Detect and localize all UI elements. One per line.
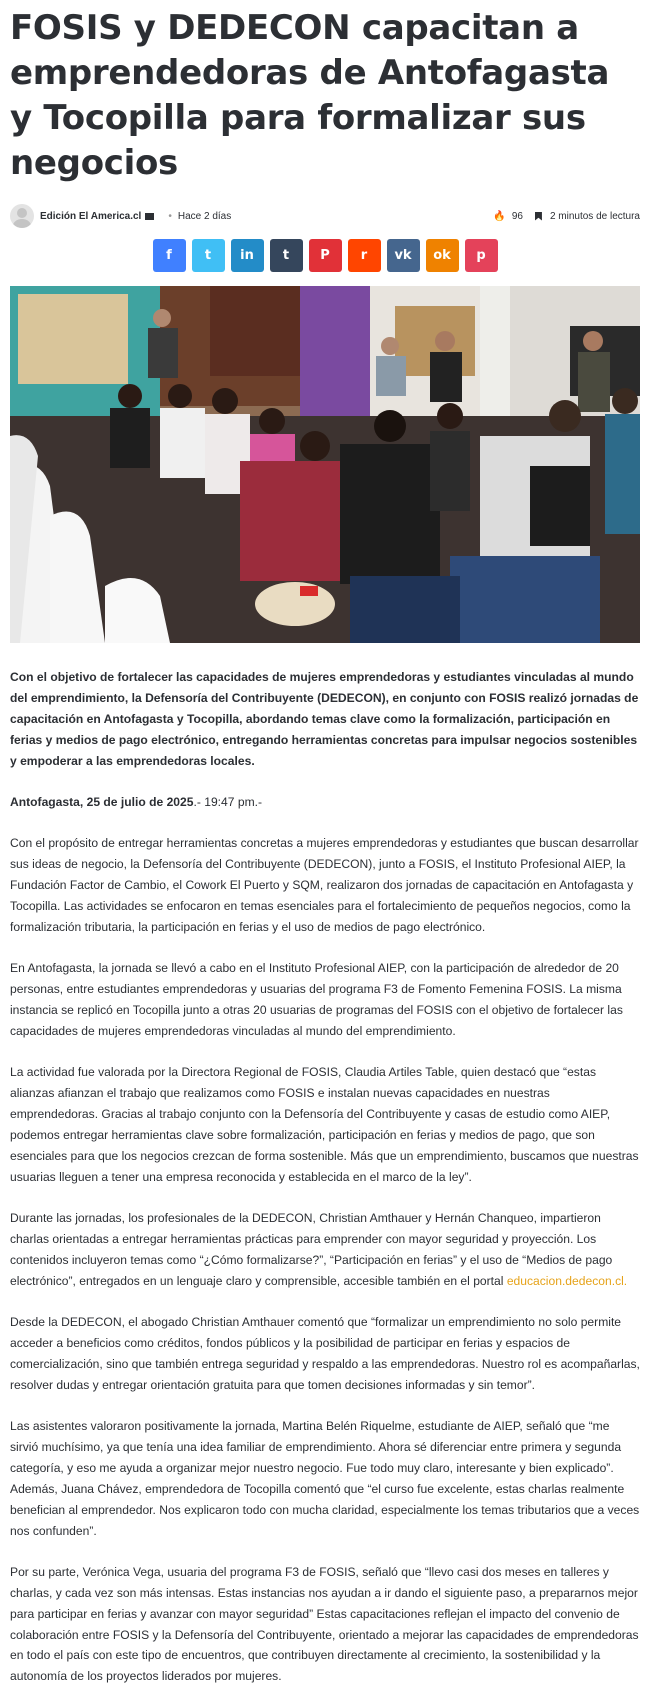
article-body [10,667,640,1687]
article-meta [10,196,640,236]
share-reddit-button[interactable] [348,239,381,272]
author-name[interactable]: Edición El America.cl [40,210,142,222]
portal-link[interactable]: educacion.dedecon.cl. [506,1273,628,1288]
share-pinterest-button[interactable] [309,239,342,272]
paragraph-7: Por su parte, Verónica Vega, usuaria del programa F3 de FOSIS, señaló que “llevo casi dos meses en talleres y charlas, y cada vez son más intensas. Estas instancias nos ayudan a ir dando el siguiente paso, a prepararnos mejor para participar en ferias y avanzar con mayor seguridad” Estas capacitaciones reflejan el impacto del convenio de colaboración entre FOSIS y la Defensoría del Contribuyente, orientado a mejorar las capacidades de emprendedoras en todo el país con este tipo de encuentros, que contribuyen directamente al crecimiento, la sostenibilidad y la autonomía de los proyectos liderados por mujeres. [10,1564,639,1684]
share-pocket-button[interactable] [465,239,498,272]
author-avatar[interactable] [10,204,34,228]
fire-icon: 🔥 [493,210,506,222]
article-photo [10,286,640,643]
pinterest-icon: P [320,248,330,263]
paragraph-3: La actividad fue valorada por la Directora Regional de FOSIS, Claudia Artiles Table, quien destacó que “estas alianzas afianzan el trabajo que realizamos como FOSIS e instalan nuevas capacidades en nuestras emprendedoras. Gracias al trabajo conjunto con la Defensoría del Contribuyente y casas de estudio como AIEP, podemos entregar herramientas clave sobre formalización, participación en ferias y medios de pago, que son esenciales para que los negocios crezcan de forma sostenible. Más que un emprendimiento, buscamos que nuestras usuarias lleguen a tener una empresa reconocida y establecida en el marco de la ley”. [10,1065,639,1184]
vk-icon: vk [394,248,412,263]
linkedin-icon: in [240,248,254,263]
reddit-icon: r [360,248,368,263]
paragraph-5: Desde la DEDECON, el abogado Christian Amthauer comentó que “formalizar un emprendimiento no solo permite acceder a beneficios como créditos, fondos públicos y la posibilidad de participar en ferias y espacios de comercialización, sino que también entrega seguridad y respaldo a las emprendedoras. Nuestro rol es acompañarlas, resolver dudas y entregar orientación gratuita para que tomen decisiones informadas y sin temor”. [10,1315,640,1392]
paragraph-6: Las asistentes valoraron positivamente la jornada, Martina Belén Riquelme, estudiante de AIEP, señaló que “me sirvió muchísimo, ya que tenía una idea familiar de emprendimiento. Ahora sé diferenciar entre primera y segunda categoría, y eso me ayuda a organizar mejor nuestro negocio. Fue todo muy claro, interesante y bien explicado”. Además, Juana Chávez, emprendedora de Tocopilla comentó que “el curso fue excelente, estas charlas realmente benefician al emprendedor. Nos explicaron todo con mucha claridad, especialmente los temas tributarios que a veces nos confunden”. [10,1419,640,1538]
email-icon[interactable] [145,213,154,220]
dateline-place-date: Antofagasta, 25 de julio de 2025 [10,794,194,809]
odnoklassniki-icon: ok [433,248,451,263]
share-linkedin-button[interactable] [231,239,264,272]
article-title: FOSIS y DEDECON capacitan a emprendedoras de Antofagasta y Tocopilla para formalizar sus negocios [10,8,610,183]
read-time: 2 minutos de lectura [549,210,640,222]
share-twitter-button[interactable] [192,239,225,272]
facebook-icon: f [166,248,172,263]
view-count: 96 [511,210,523,222]
separator-dot: • [168,210,172,222]
twitter-icon: t [204,248,212,263]
share-tumblr-button[interactable] [270,239,303,272]
share-buttons [10,239,640,272]
dateline-time: .- 19:47 pm.- [193,794,263,809]
time-ago: Hace 2 días [177,210,232,222]
pocket-icon: p [476,248,486,263]
paragraph-2: En Antofagasta, la jornada se llevó a cabo en el Instituto Profesional AIEP, con la participación de alrededor de 20 personas, entre estudiantes emprendedoras y usuarias del programa F3 de Fomento Femenina FOSIS. La misma instancia se replicó en Tocopilla junto a otras 20 usuarias de programas del FOSIS con el objetivo de fortalecer las capacidades de mujeres emprendedoras vinculadas al mundo del emprendimiento. [10,961,623,1038]
share-facebook-button[interactable] [153,239,186,272]
paragraph-1: Con el propósito de entregar herramientas concretas a mujeres emprendedoras y estudiantes que buscan desarrollar sus ideas de negocio, la Defensoría del Contribuyente (DEDECON), junto a FOSIS, el Instituto Profesional AIEP, la Fundación Factor de Cambio, el Cowork El Puerto y SQM, realizaron dos jornadas de capacitación en Antofagasta y Tocopilla. Las actividades se enfocaron en temas esenciales para el fortalecimiento de pequeños negocios, como la formalización tributaria, la participación en ferias y el uso de medios de pago electrónico. [10,836,639,934]
share-odnoklassniki-button[interactable] [426,239,459,272]
paragraph-4 [10,1208,640,1292]
paragraph-4-text: Durante las jornadas, los profesionales de la DEDECON, Christian Amthauer y Hernán Chanqueo, impartieron charlas orientadas a entregar herramientas prácticas para emprender con mayor seguridad y proyección. Los contenidos incluyeron temas como “¿Cómo formalizarse?”, “Participación en ferias” y el uso de “Medios de pago electrónico”, entregados en un lenguaje claro y comprensible, accesible también en el portal [10,1210,613,1288]
dateline [10,792,640,813]
article-lead: Con el objetivo de fortalecer las capacidades de mujeres emprendedoras y estudiantes vinculadas al mundo del emprendimiento, la Defensoría del Contribuyente (DEDECON), en conjunto con FOSIS realizó jornadas de capacitación en Antofagasta y Tocopilla, abordando temas clave como la formalización, participación en ferias y medios de pago electrónico, entregando herramientas concretas para impulsar negocios sostenibles y empoderar a las emprendedoras locales. [10,670,639,768]
tumblr-icon: t [282,248,290,263]
bookmark-icon [535,212,542,221]
photo-illustration [10,286,640,643]
share-vk-button[interactable] [387,239,420,272]
